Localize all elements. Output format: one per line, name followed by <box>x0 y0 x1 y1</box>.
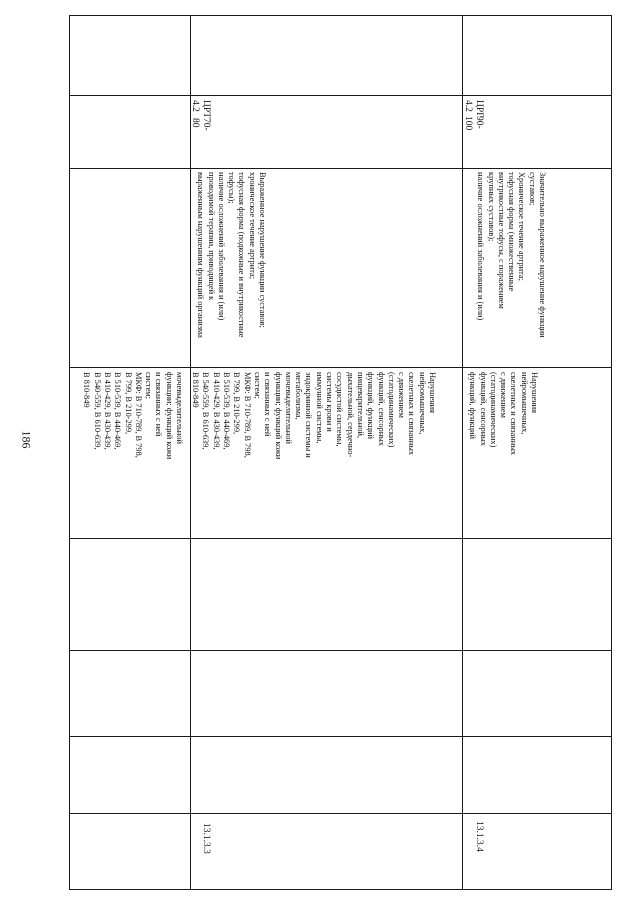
row1-description-line: МКФ: В 710-789, В 798, <box>133 372 143 458</box>
row2-criteria-line: выраженным нарушениям функций организма <box>196 172 206 338</box>
row2-criteria-line: проводимой терапии, приводящей к <box>206 172 216 301</box>
row3-description-line: с движением <box>499 372 509 418</box>
row3-description-line: скелетных и связанных <box>509 372 519 456</box>
row3-description <box>467 372 539 455</box>
row2-description-line: иммунной системы, <box>314 372 324 444</box>
row3-criteria-line: Значительно выраженное нарушение функции <box>538 172 547 338</box>
row2-description-line: В 510-539, В 440-469, <box>222 372 232 450</box>
row1-description-line: В 510-539, В 440-469, <box>113 372 123 450</box>
row1-description <box>81 372 184 459</box>
row3-description-line: Нарушения <box>530 372 539 414</box>
column-divider-3 <box>69 650 612 651</box>
row2-description-line: мочевыделительной <box>283 372 293 444</box>
row2-criteria-line: наличие осложнений заболевания и (или) <box>216 172 226 321</box>
column-divider-criteria <box>69 367 612 368</box>
row3-description-line: нейромышечных, <box>519 372 529 435</box>
row2-score: 70-80 <box>190 118 211 131</box>
column-divider-1 <box>69 813 612 814</box>
row2-description-line: эндокринной системы и <box>304 372 314 458</box>
column-divider-2 <box>69 736 612 737</box>
row2-description-line: сосудистой системы, <box>335 372 345 447</box>
row1-description-line: функции; функций кожи <box>164 372 174 460</box>
row2-criteria-line: тофусы); <box>227 172 237 204</box>
row3-criteria-line: внутрикостные тофусы, с поражением <box>496 172 506 309</box>
row2-criteria-line: Выраженное нарушение функции суставов; <box>258 172 267 328</box>
row2-description-line: функций, функций <box>366 372 376 439</box>
row2-description-line: пищеварительной, <box>355 372 365 438</box>
row1-description-line: систем; <box>144 372 154 399</box>
row-divider-2 <box>462 15 463 890</box>
row3-criteria-line: Хроническое течение артрита; <box>517 172 527 281</box>
column-divider-description <box>69 538 612 539</box>
row3-description-line: (статодинамических) <box>488 372 498 448</box>
row1-description-line: В 799, В 210-299, <box>123 372 133 435</box>
row2-criteria-line: хроническое течение артрита; <box>247 172 257 280</box>
row2-description-line: системы крови и <box>325 372 335 432</box>
row3-reference: ЦРГ 4.2 <box>463 100 484 118</box>
row3-description-line: функций, сенсорных <box>478 372 488 446</box>
row3-criteria-line: наличие осложнений заболевания и (или) <box>476 172 486 321</box>
row2-description-line: и связанных с ней <box>263 372 273 437</box>
table-border-top <box>69 15 612 16</box>
row2-description-line: В 799, В 210-299, <box>232 372 242 435</box>
row2-description-line: функций, сенсорных <box>376 372 386 446</box>
row2-description-line: дыхательной, сердечно- <box>345 372 355 458</box>
row3-criteria-line: суставов; <box>527 172 537 206</box>
row2-description-line: В 810-849 <box>191 372 201 408</box>
row3-criteria <box>475 172 547 338</box>
row2-description-line: В 540-559, В 610-639, <box>201 372 211 450</box>
page-number: 186 <box>19 430 34 449</box>
row2-description-line: метаболизма, <box>294 372 304 420</box>
row1-description-line: В 410-429, В 430-439, <box>102 372 112 450</box>
table-border-bottom <box>69 889 612 890</box>
row1-description-line: В 810-849 <box>82 372 92 408</box>
row3-criteria-line: крупных суставов); <box>486 172 496 242</box>
row2-description-line: Нарушения <box>428 372 437 414</box>
row2-description-line: нейромышечных, <box>417 372 427 435</box>
column-divider-reference <box>69 95 612 96</box>
column-divider-score <box>69 168 612 169</box>
row2-criteria <box>195 172 267 338</box>
row2-description-line: скелетных и связанных <box>407 372 417 456</box>
row2-criteria-line: тофусная форма (подкожные и внутрикостные <box>237 172 247 338</box>
table-border-right <box>611 15 612 890</box>
row2-description-line: функции; функций кожи <box>273 372 283 460</box>
row1-description-line: В 540-559, В 610-639, <box>92 372 102 450</box>
row3-criteria-line: тофусная форма (множественные <box>507 172 517 292</box>
row2-reference: ЦРТ 4.2 <box>190 100 211 119</box>
row2-description-line: МКФ: В 710-789, В 798, <box>242 372 252 458</box>
row2-description-line: В 410-429, В 430-439, <box>211 372 221 450</box>
row3-code: 13.1.3.4 <box>474 821 484 852</box>
row2-description <box>190 372 437 459</box>
row3-score: 90-100 <box>463 116 484 131</box>
row2-description-line: с движением <box>397 372 407 418</box>
row2-code: 13.1.3.3 <box>201 823 211 854</box>
row1-description-line: и связанных с ней <box>154 372 164 437</box>
row2-description-line: (статодинамических) <box>386 372 396 448</box>
row1-description-line: мочевыделительной <box>175 372 184 444</box>
row3-description-line: функций, функций <box>468 372 478 439</box>
row2-description-line: систем; <box>252 372 262 399</box>
table-border-left <box>69 15 70 890</box>
